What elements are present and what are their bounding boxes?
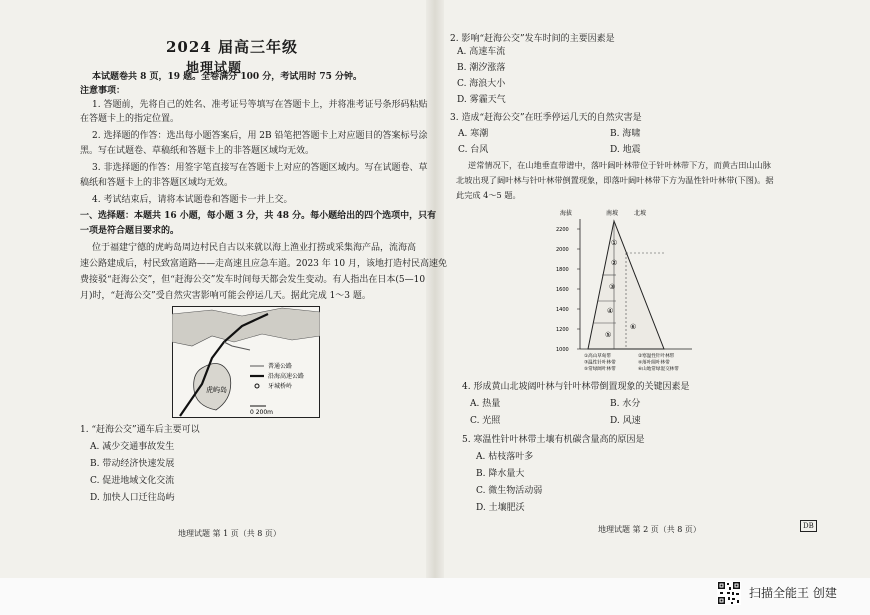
q1-option-d: D. 加快人口迁往岛屿 <box>90 493 175 503</box>
q5-option-b: B. 降水量大 <box>476 469 525 479</box>
y-tick-label: 1000 <box>556 347 569 353</box>
island-map-figure <box>172 306 320 418</box>
exam-subject: 地理试题 <box>186 61 243 76</box>
passage-line: 位于福建宁德的虎屿岛周边村民自古以来就以海上渔业打捞或采集海产品，流海高 <box>92 243 417 253</box>
q5-stem: 5. 寒温性针叶林带土壤有机碳含量高的原因是 <box>462 435 645 445</box>
q4-option-b: B. 水分 <box>610 399 641 409</box>
notice-line: 黑。写在试题卷、草稿纸和答题卡上的非答题区域均无效。 <box>80 146 315 156</box>
y-tick-label: 1200 <box>556 327 569 333</box>
page-2-footer: 地理试题 第 2 页（共 8 页） <box>598 525 701 534</box>
q5-option-c: C. 微生物活动弱 <box>476 486 543 496</box>
passage-line: 逆常情况下，在山地垂直带谱中，落叶阔叶林带位于针叶林带下方，而黄古田山山脉 <box>468 160 771 170</box>
q4-stem: 4. 形成黄山北坡阔叶林与针叶林带倒置现象的关键因素是 <box>462 382 690 392</box>
passage-line: 费接驳“赶海公交”，但“赶海公交”发车时间每天都会发生变动。有人指出在日本(5—10 <box>80 275 426 285</box>
q2-option-a: A. 高速车流 <box>457 47 506 57</box>
zone-number: ⑥ <box>630 323 637 331</box>
q1-option-c: C. 促进地域文化交流 <box>90 476 175 486</box>
legend-road: 普通公路 <box>268 363 293 370</box>
qr-code-icon <box>717 581 741 605</box>
diagram-legend-item: ③温性针叶林带 <box>584 360 616 366</box>
zone-number: ② <box>611 259 618 267</box>
notice-heading: 注意事项： <box>80 86 126 96</box>
legend-bridge: 牙城桥岭 <box>268 383 293 390</box>
y-tick-label: 1400 <box>556 307 569 313</box>
diagram-legend-item: ②寒温性针叶林带 <box>638 354 675 359</box>
y-tick-label: 1800 <box>556 267 569 273</box>
y-axis-label: 海拔 <box>560 210 573 217</box>
north-slope-label: 北坡 <box>634 210 647 217</box>
island-label: 虎屿岛 <box>206 386 227 394</box>
page-gutter <box>426 0 444 578</box>
q2-stem: 2. 影响“赶海公交”发车时间的主要因素是 <box>450 34 615 44</box>
q5-option-a: A. 枯枝落叶多 <box>476 452 534 462</box>
q1-option-b: B. 带动经济快速发展 <box>90 459 175 469</box>
exam-info: 本试题卷共 8 页，19 题。全卷满分 100 分，考试用时 75 分钟。 <box>92 72 363 82</box>
notice-line: 稿纸和答题卡上的非答题区域均无效。 <box>80 178 234 188</box>
y-tick-label: 2200 <box>556 227 569 233</box>
page-badge: DB <box>800 520 817 532</box>
y-tick-label: 2000 <box>556 247 569 253</box>
q1-stem: 1. “赶海公交”通车后主要可以 <box>80 425 200 435</box>
q4-option-c: C. 光照 <box>470 416 501 426</box>
zone-number: ④ <box>607 307 614 315</box>
scanner-watermark: 扫描全能王 创建 <box>749 586 837 600</box>
zone-number: ⑤ <box>605 331 612 339</box>
q1-option-a: A. 减少交通事故发生 <box>90 442 175 452</box>
diagram-legend-item: ①高山草甸带 <box>584 354 612 359</box>
y-tick-label: 1600 <box>556 287 569 293</box>
passage-line: 月)时，“赶海公交”受自然灾害影响可能会停运几天。据此完成 1～3 题。 <box>80 291 371 301</box>
diagram-legend-item: ⑤常绿阔叶林带 <box>584 367 616 372</box>
q3-option-a: A. 寒潮 <box>458 129 489 139</box>
q2-option-d: D. 雾霾天气 <box>457 95 506 105</box>
q5-option-d: D. 土壤肥沃 <box>476 503 525 513</box>
diagram-legend-item: ④落叶阔叶林带 <box>638 360 670 366</box>
q2-option-c: C. 海浪大小 <box>457 79 506 89</box>
notice-line: 4. 考试结束后，请将本试题卷和答题卡一并上交。 <box>92 195 293 205</box>
exam-title: 2024 届高三年级 <box>166 38 298 56</box>
passage-line: 北坡出现了阔叶林与针叶林带倒置现象，即落叶阔叶林带下方为温性针叶林带(下图)。据 <box>456 175 774 185</box>
zone-number: ③ <box>609 283 616 291</box>
section-heading-cont: 一项是符合题目要求的。 <box>80 226 180 236</box>
notice-line: 2. 选择题的作答：选出每小题答案后，用 2B 铅笔把答题卡上对应题目的答案标号涂 <box>92 131 428 141</box>
notice-line: 1. 答题前，先将自己的姓名、准考证号等填写在答题卡上，并将准考证号条形码粘贴 <box>92 100 428 110</box>
map-scale-label: 0 200m <box>250 409 274 416</box>
q3-option-d: D. 地震 <box>610 145 641 155</box>
notice-line: 3. 非选择题的作答：用签字笔直接写在答题卡上对应的答题区域内。写在试题卷、草 <box>92 163 428 173</box>
q3-stem: 3. 造成“赶海公交”在旺季停运几天的自然灾害是 <box>450 113 642 123</box>
section-heading: 一、选择题：本题共 16 小题，每小题 3 分，共 48 分。每小题给出的四个选项中，只有 <box>80 211 437 221</box>
page-1-footer: 地理试题 第 1 页（共 8 页） <box>178 529 281 538</box>
passage-line: 此完成 4～5 题。 <box>456 190 521 200</box>
q2-option-b: B. 潮汐涨落 <box>457 63 506 73</box>
notice-line: 在答题卡上的指定位置。 <box>80 114 180 124</box>
q3-option-c: C. 台风 <box>458 145 489 155</box>
passage-line: 速公路建成后，村民致富道路——走高速且应急车道。2023 年 10 月，该地打造村民高速免 <box>80 259 447 269</box>
zone-number: ① <box>611 239 618 247</box>
south-slope-label: 南坡 <box>606 210 619 217</box>
vegetation-zone-diagram <box>554 205 700 375</box>
diagram-legend-item: ⑥山地常绿混交林带 <box>638 367 679 372</box>
legend-highway: 沿海高速公路 <box>268 373 305 380</box>
q4-option-d: D. 风速 <box>610 416 641 426</box>
q3-option-b: B. 海啸 <box>610 129 641 139</box>
q4-option-a: A. 热量 <box>470 399 501 409</box>
